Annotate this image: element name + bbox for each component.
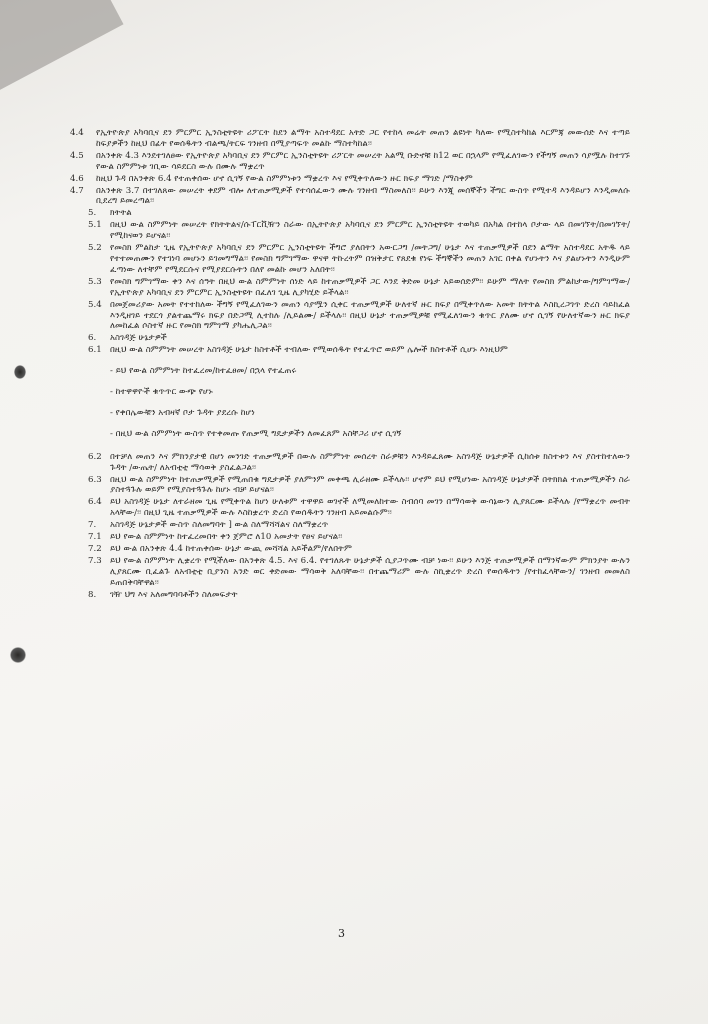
paragraph-number: 4.7 [70,185,84,196]
section-heading [70,520,630,531]
paragraph-text: ክትትል [110,208,132,219]
paragraph-number: 6.4 [88,497,102,508]
paragraph-text: በዚህ ውል ስምምነት መሠረት የክትትልና/ሱፐርቪዥን ስራው በኢትዮጵያ አካባቢና ደን ምርምር ኢንስቲትዩት ተወካይ በአካል በተከላ ቦታው ላይ በመገኘት/በመገኘት/ የሚከናወን ይሆናል፡፡ [110,220,630,242]
bullet-item: - የቀበሌውቹን አብዛኛ ቦታ ጉዳት ያደረሱ ከሆነ [110,407,255,418]
punch-hole [10,647,26,663]
paragraph [70,243,630,276]
paragraph [70,544,630,555]
paragraph-text: ይህ ውል በአንቀጽ 4.4 ከተጠቀሰው ሁኔታ ውጪ መሻሻል አይችልም/የለበትም [110,544,352,554]
paragraph [70,277,630,299]
paragraph [70,174,630,185]
paragraph-number: 5. [88,208,97,219]
paragraph-text: በዚህ ውል ስምምነት መሠረት አስገዳጅ ሁኔታ ከስተቶች ተብለው የሚወሰዱት የተፈጥሮ ወይም ሌሎች ክስተቶች ሲሆኑ እነዚህም [110,345,508,356]
punch-hole [14,365,26,379]
paragraph-number: 7. [88,520,97,531]
paragraph-number: 4.5 [70,150,84,161]
paragraph [70,220,630,242]
paragraph-number: 8. [88,589,97,600]
paragraph [70,532,630,543]
paragraph-text: በመጀመሪያው አመት የተተከለው ችግኝ የሚፈለገውን መጠን ሳያሟን ሲቀር ተጠቃሚዎች ሁለተኛ ዙር ክፍያ በሚቀጥለው አመት ክትትል እስኪረጋገጥ ድረስ ሳይከፈል እንዲዘገይ ተደርጎ ያልተጨማሩ ክፍያ በድጋሚ ሊተከሉ /ሊይልሙ/ ይችላሉ፡፡ በዚህ ሁኔታ ተጠቃሚዎቹ የሚፈለገውን ቁጥር ያለሙ ሆኖ ሲገኝ የሁለተኛውን ዙር ክፍያ ለመከፈል ሶስተኛ ዙር የመስክ ግምገማ ያካሔሊጋል፡፡ [110,299,630,332]
paragraph [70,151,630,173]
paragraph-number: 4.6 [70,173,84,184]
paragraph-text: ገዥ ህግ እና አለመግባባቶችን ስለመፍታት [110,589,238,600]
paragraph-number: 7.2 [88,544,102,554]
paragraph-number: 6. [88,333,97,344]
paragraph [70,128,630,150]
paragraph-text: አስገዳጅ ሁኔታዎች ውስጥ ስለመግባት ] ውል ስለማሻሻልና ስለማቋረጥ [110,520,329,531]
section-list [70,128,630,356]
paragraph-text: የኢትዮጵያ አካባቢና ደን ምርምር ኢንስቲትዩት ሪፖርት ከደን ልማት አስተዳደር አትድ ጋር የተከላ መሬት መጠን ልዩነት ካለው የሚስተካከል እርምጃ መውሰድ እና ተጣይ ከፍያዎችን ከዚህ በፊት የወሰዱትን ብልጫ/ትርፍ ገንዘብ በሚያጣፍጥ መልኩ ማስተካከል፡፡ [96,128,630,149]
paragraph [70,556,630,589]
paragraph-text: አስገዳጅ ሁኔታዎች [110,333,167,344]
paragraph-number: 6.3 [88,474,102,485]
paragraph-number: 7.1 [88,532,102,543]
paragraph-number: 5.1 [88,220,102,231]
paragraph-number: 5.3 [88,276,102,287]
folded-corner [0,0,124,95]
page-number: 3 [338,927,345,940]
section-list-2 [70,452,630,601]
section-heading [70,590,630,601]
paragraph-number: 4.4 [70,128,84,138]
paragraph-text: የመስክ ግምገማው ቀን እና ሰዓት በዚህ ውል ስምምነት ሰነድ ላይ ከተጠቃሚዎች ጋር እንደ ቅድመ ሁኔታ አይወሰድም፡፡ ይሁም ማለት የመስክ ምልከታው/ግምገማው/ የኢትዮጵያ አካባቢና ደን ምርምር ኢንስቲትዩት በፈለገ ጊዜ ሊያካሂድ ይችላል፡፡ [110,276,630,298]
paragraph [70,497,630,519]
paragraph-number: 5.4 [88,299,102,310]
paragraph-number: 6.2 [88,451,102,462]
paragraph-text: ይህ የውል ስምምነት ሊቋረጥ የሚችለው በአንቀጽ 4.5. እና 6.4. የተገለጹት ሁኔታዎች ሲያጋጥሙ ብቻ ነው፡፡ ይሁን እንጅ ተጠቃሚዎች በማንኛውም ምክንያት ውሉን ሊያጸርሙ ቢፈልጉ ለአብቲቲ ቢያንስ አንድ ወር ቀድመው ማሳወቅ አለባቸው፡፡ በተጨማሪም ውሉ ስኪቋረጥ ድረስ የወሰዱትን /የተከፈላቸውን/ ገንዘብ መመለስ ይጠበቅባቸዋል፡፡ [110,555,630,588]
paragraph-number: 7.3 [88,555,102,566]
paragraph-number: 6.1 [88,345,102,356]
section-heading [70,208,630,219]
bullet-item: - በዚህ ውል ስምምነት ውስጥ የተቀመጡ የጠቃሚ ግዴታዎችን ለመፈጸም አስቸጋሪ ሆኖ ሲገኝ [110,428,402,439]
section-heading [70,333,630,344]
paragraph [70,475,630,497]
paragraph-text: ከዚህ ጉዳ በአንቀጽ 6.4 የተጠቀሰው ሆኖ ሲገኝ የውል ስምምነቱን ማቋረጥ እና የሚቀጥለውን ዙር ክፍያ ማገድ /ማስቀም [96,173,473,184]
bullet-item: - ይህ የውል ስምምነት ከተፈረመ/ከተፈፀመ/ በኋላ የተፈጠሩ [110,366,297,377]
paragraph-text: ይህ የውል ስምምነት ከተፈረመበት ቀን ጀምሮ ለ10 አመታት የፀና ይሆናል፡፡ [110,532,343,543]
paragraph-text: ይህ አስገዳጅ ሁኔታ ለተራዘመ ጊዜ የሚቀጥል ከሆነ ሁለቱም ተዋዋይ ወገኖች ለሚመለከተው ስብሰባ መገን በማሳወቅ ውሳኔውን ሊያጸርሙ ይችላሉ /የማቋረጥ መብት አላቸው/፡፡ በዚህ ጊዜ ተጠቃሚዎች ውሉ እስከቋረጥ ድረስ የወሰዱትን ገንዘብ አይመልሱም፡፡ [110,497,630,519]
paragraph [70,345,630,356]
paragraph-text: የመስክ ምልከታ ጊዜ የኢትዮጵያ አካባቢና ደን ምርምር ኢንስቲትዩት ችግሮ ያለበትን አውርጋግ /መትጋግ/ ሁኔታ እና ተጠቃሚዎች በደን ልማት አስተዳደር አትዱ ላይ የተተመጠሙን የተገነባ መሆኑን ይገመግማል፡፡ የመስክ ግምገማው ዋናዋ ትኩረትም በዝቅታር የጸደቁ የነፍ ችግኞችን መጠን አገር በቀል የሆኑትን እና ያልሆኑትን እንዲሁም ፈጣነው ለተቸም የሚደርሱና የሚያደርሱትን በለየ መልኩ መሆን አለበት፡፡ [110,243,630,275]
paragraph-text: በአንቀጽ 3.7 በተገለጸው መሠረት ቀደም ብሎ ለተጠቃሚዎች የተሳሰፈውን ሙሉ ገንዘብ ማስመለስ፡፡ ይሁን እንጂ መሰኞችን ችግር ውስጥ የሚተዳ እንዳይሆን እንዲመለሱ ቢደረግ ይመረጣል፡፡ [96,185,630,207]
paragraph [70,300,630,333]
paragraph-text: በተቻለ መጠን እና ምክንያታዊ በሆነ መንገድ ተጠቃሚዎች በውሉ ስምምነት መሰረት ስራዎቹን እንዳይፈጸሙ አስገዳጅ ሁኔታዎች ሲከሰቱ ክስተቱን እና ያስተከተለውን ጉዳት /ውጤት/ ለአብቲቲ ማሳወቅ ያስፈልጋል፡፡ [110,451,630,473]
paragraph-text: በዚህ ውል ስምምነት ከተጠቃሚዎች የሚጠበቁ ግዴታዎች ያለምንም መቀጫ ሊራዘሙ ይችላሉ፡፡ ሆኖም ይህ የሚሆነው አስገዳጅ ሁኔታዎች በትክክል ተጠቃሚዎችን ስራ ያስተጓጉሉ ወይም የሚያስተጓጉሉ ከሆኑ ብቻ ይሆናል፡፡ [110,474,630,496]
paragraph [70,186,630,208]
document-body [70,128,630,602]
bullet-item: - ከተዋዋዮች ቁጥጥር ውጭ የሆኑ [110,387,213,398]
paragraph-text: በአንቀጽ 4.3 እንደተገለፀው የኢትዮጵያ አካባቢና ደን ምርምር ኢንስቲትዩት ሪፖርት መሠረት አልሚ ቡድኖቹ ከ12 ወር በኋላም የሚፈለገውን የችግኝ መጠን ሳያሟሉ ከተገኙ የውል ስምምነቱ ገቢው ሳይደርስ ውሉ በሙሉ ማቋረጥ [96,150,630,172]
paragraph [70,452,630,474]
bullet-list [70,366,630,440]
paragraph-number: 5.2 [88,243,102,254]
